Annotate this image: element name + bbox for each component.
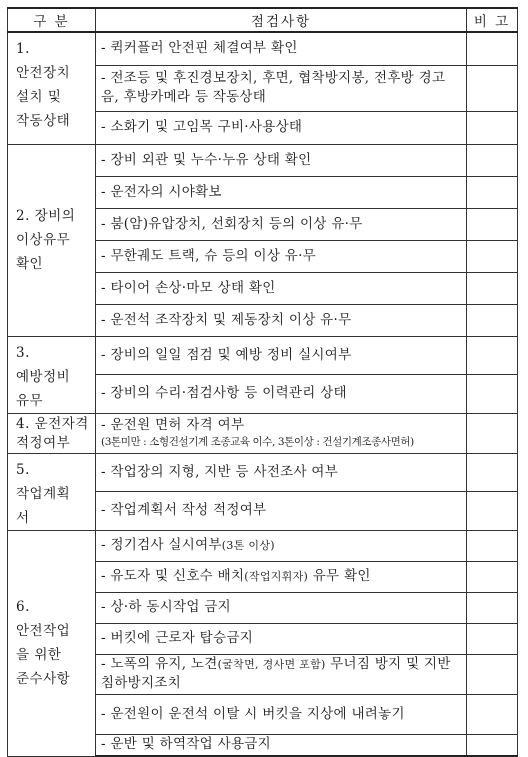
- check-item: - 무한궤도 트랙, 슈 등의 이상 유·무: [96, 240, 467, 272]
- check-item: - 운전원이 운전석 이탈 시 버킷을 지상에 내려놓기: [96, 694, 467, 734]
- table-row: [8, 336, 518, 375]
- check-item: - 운반 및 하역작업 사용금지: [96, 734, 467, 756]
- note-cell[interactable]: [467, 65, 518, 111]
- check-item: - 소화기 및 고임목 구비·사용상태: [96, 111, 467, 144]
- check-item: - 장비 외관 및 누수·누유 상태 확인: [96, 144, 467, 176]
- check-item: - 유도자 및 신호수 배치(작업지휘자) 유무 확인: [96, 561, 467, 592]
- check-item: - 정기검사 실시여부(3톤 이상): [96, 530, 467, 561]
- check-item: - 버킷에 근로자 탑승금지: [96, 623, 467, 654]
- check-item: - 노폭의 유지, 노견(굴착면, 경사면 포함) 무너짐 방지 및 지반 침하방지조치: [96, 654, 467, 694]
- note-cell[interactable]: [467, 413, 518, 453]
- note-cell[interactable]: [467, 734, 518, 756]
- check-item: - 타이어 손상·마모 상태 확인: [96, 272, 467, 304]
- note-cell[interactable]: [467, 623, 518, 654]
- table-row: [8, 32, 518, 65]
- note-cell[interactable]: [467, 654, 518, 694]
- note-cell[interactable]: [467, 240, 518, 272]
- section-3-category: 3. 예방정비 유무: [8, 336, 96, 413]
- note-cell[interactable]: [467, 32, 518, 65]
- note-cell[interactable]: [467, 208, 518, 240]
- table-header-row: [8, 8, 518, 32]
- note-cell[interactable]: [467, 492, 518, 531]
- check-item: - 운전원 면허 자격 여부 (3톤미만 : 소형건설기계 조종교육 이수, 3톤이상 : 건설기계조종사면허): [96, 413, 467, 453]
- note-cell[interactable]: [467, 304, 518, 336]
- section-4-category: 4. 운전자격 적정여부: [8, 413, 96, 453]
- header-note: 비 고: [467, 8, 518, 32]
- note-cell[interactable]: [467, 530, 518, 561]
- check-item: - 작업장의 지형, 지반 등 사전조사 여부: [96, 453, 467, 492]
- check-item: - 전조등 및 후진경보장치, 후면, 협착방지봉, 전후방 경고음, 후방카메라 등 작동상태: [96, 65, 467, 111]
- checklist-document: [7, 7, 517, 753]
- check-item: - 운전석 조작장치 및 제동장치 이상 유·무: [96, 304, 467, 336]
- check-item-subnote: (3톤미만 : 소형건설기계 조종교육 이수, 3톤이상 : 건설기계조종사면허): [101, 436, 414, 448]
- section-6-category: 6. 안전작업 을 위한 준수사항: [8, 530, 96, 756]
- note-cell[interactable]: [467, 375, 518, 414]
- table-row: [8, 144, 518, 176]
- check-item: - 작업계획서 작성 적정여부: [96, 492, 467, 531]
- table-row: [8, 530, 518, 561]
- table-row: [8, 413, 518, 453]
- check-item: - 붐(암)유압장치, 선회장치 등의 이상 유·무: [96, 208, 467, 240]
- note-cell[interactable]: [467, 272, 518, 304]
- note-cell[interactable]: [467, 144, 518, 176]
- check-item: - 장비의 일일 점검 및 예방 정비 실시여부: [96, 336, 467, 375]
- note-cell[interactable]: [467, 453, 518, 492]
- note-cell[interactable]: [467, 111, 518, 144]
- note-cell[interactable]: [467, 694, 518, 734]
- inspection-checklist-table: [7, 7, 518, 757]
- header-items: 점검사항: [96, 8, 467, 32]
- check-item: - 상·하 동시작업 금지: [96, 592, 467, 623]
- check-item: - 운전자의 시야확보: [96, 176, 467, 208]
- check-item: - 퀵커플러 안전핀 체결여부 확인: [96, 32, 467, 65]
- note-cell[interactable]: [467, 592, 518, 623]
- header-category: 구 분: [8, 8, 96, 32]
- section-2-category: 2. 장비의 이상유무 확인: [8, 144, 96, 336]
- note-cell[interactable]: [467, 176, 518, 208]
- note-cell[interactable]: [467, 336, 518, 375]
- section-1-category: 1. 안전장치 설치 및 작동상태: [8, 32, 96, 144]
- note-cell[interactable]: [467, 561, 518, 592]
- section-5-category: 5. 작업계획 서: [8, 453, 96, 530]
- check-item: - 장비의 수리·점검사항 등 이력관리 상태: [96, 375, 467, 414]
- table-row: [8, 453, 518, 492]
